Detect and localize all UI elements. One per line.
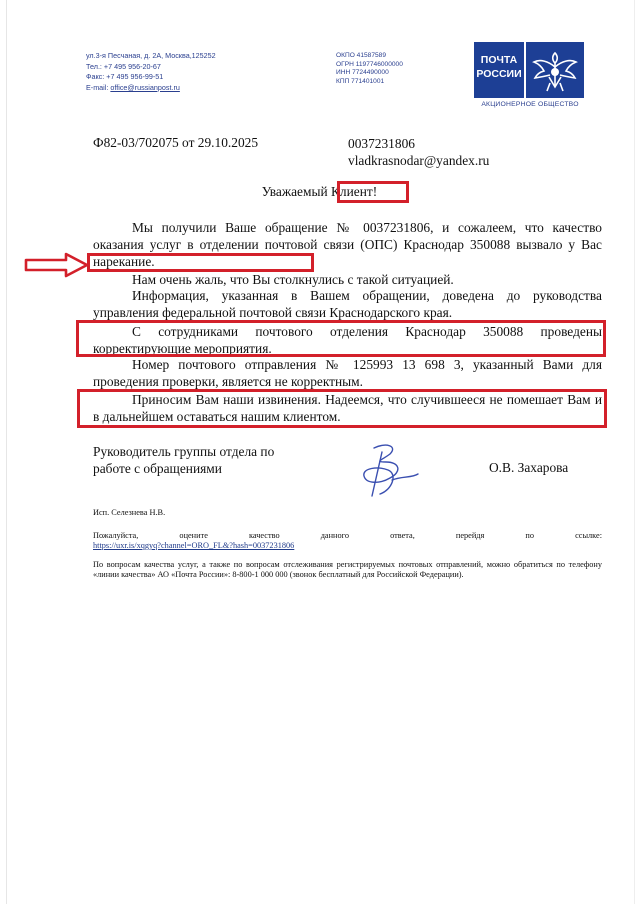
handwritten-signature bbox=[352, 440, 432, 502]
kpp-code: КПП 771401001 bbox=[336, 77, 385, 85]
paragraph-regret: Нам очень жаль, что Вы столкнулись с такой ситуацией. bbox=[132, 272, 454, 287]
company-codes bbox=[336, 52, 456, 86]
page-edge-right bbox=[634, 0, 635, 904]
paragraph-tracking-number: Номер почтового отправления № 125993 13 698 3, указанный Вами для проведения проверки, является не корректным. bbox=[93, 357, 602, 389]
sender-email-link[interactable]: office@russianpost.ru bbox=[110, 82, 180, 92]
okpo-code: ОКПО 41587589 bbox=[336, 52, 387, 59]
ogrn-code: ОГРН 1197746000000 bbox=[336, 60, 403, 68]
recipient-email: vladkrasnodar@yandex.ru bbox=[348, 153, 490, 168]
logo-wordmark bbox=[474, 42, 524, 98]
logo-line-1: ПОЧТА bbox=[480, 54, 518, 66]
outgoing-reference: Ф82-03/702075 от 29.10.2025 bbox=[93, 135, 259, 150]
red-arrow-icon bbox=[24, 252, 90, 278]
greeting: Уважаемый Клиент! bbox=[261, 184, 378, 199]
sender-email-row bbox=[86, 83, 316, 94]
sender-address: ул.3-я Песчаная, д. 2А, Москва,125252 bbox=[86, 51, 216, 60]
paragraph-apology: Приносим Вам наши извинения. Надеемся, что случившееся не помешает Вам и в дальнейшем оставаться нашим клиентом. bbox=[93, 392, 602, 424]
logo-subtitle: АКЦИОНЕРНОЕ ОБЩЕСТВО bbox=[481, 101, 579, 108]
inn-code: ИНН 7724490000 bbox=[336, 69, 389, 77]
signatory-role-line-1: Руководитель группы отдела по bbox=[93, 444, 275, 459]
highlight-box-apology bbox=[77, 389, 607, 428]
signatory-role bbox=[93, 443, 274, 477]
paragraph-complaint-received: Мы получили Ваше обращение № 0037231806, и сожалеем, что качество оказания услуг в отделении почтовой связи (ОПС) Краснодар 350088 вызвало у Вас нарекание. bbox=[93, 220, 602, 269]
signatory-name: О.В. Захарова bbox=[489, 460, 569, 475]
sender-phone: Тел.: +7 495 956-20-67 bbox=[86, 61, 161, 71]
recipient-id: 0037231806 bbox=[348, 136, 415, 151]
sender-contacts bbox=[86, 51, 316, 93]
highlight-box-measures bbox=[76, 320, 606, 357]
paragraph-corrective-measures: С сотрудниками почтового отделения Краснодар 350088 проведены корректирующие мероприятия. bbox=[93, 324, 602, 356]
sender-fax: Факс: +7 495 956-99-51 bbox=[86, 72, 164, 82]
feedback-request bbox=[93, 531, 602, 551]
eagle-emblem-icon bbox=[526, 42, 584, 98]
feedback-text: Пожалуйста, оцените качество данного ответа, перейдя по ссылке: bbox=[93, 531, 602, 540]
quality-line-info: По вопросам качества услуг, а также по вопросам отслеживания регистрируемых почтовых отправлений, можно обратиться по телефону «линии качества» АО «Почта России»: 8-800-1 000 000 (звонок бесплатный для Российской Федерации). bbox=[93, 560, 602, 579]
executor: Исп. Селезнева Н.В. bbox=[93, 508, 166, 517]
paragraph-forwarded: Информация, указанная в Вашем обращении, доведена до руководства управления федеральной почтовой связи Краснодарского края. bbox=[93, 288, 602, 320]
russian-post-logo bbox=[474, 42, 584, 98]
email-label: E-mail: bbox=[86, 82, 109, 92]
logo-line-2: РОССИИ bbox=[476, 68, 522, 80]
highlight-box-branch bbox=[87, 253, 314, 272]
highlight-box-greeting bbox=[337, 181, 409, 203]
recipient-block bbox=[348, 135, 489, 169]
feedback-link[interactable]: https://uxr.is/xqgyq?channel=ORO_FL&?hash=0037231806 bbox=[93, 541, 295, 550]
signatory-role-line-2: работе с обращениями bbox=[93, 461, 222, 476]
page-edge-left bbox=[6, 0, 7, 904]
